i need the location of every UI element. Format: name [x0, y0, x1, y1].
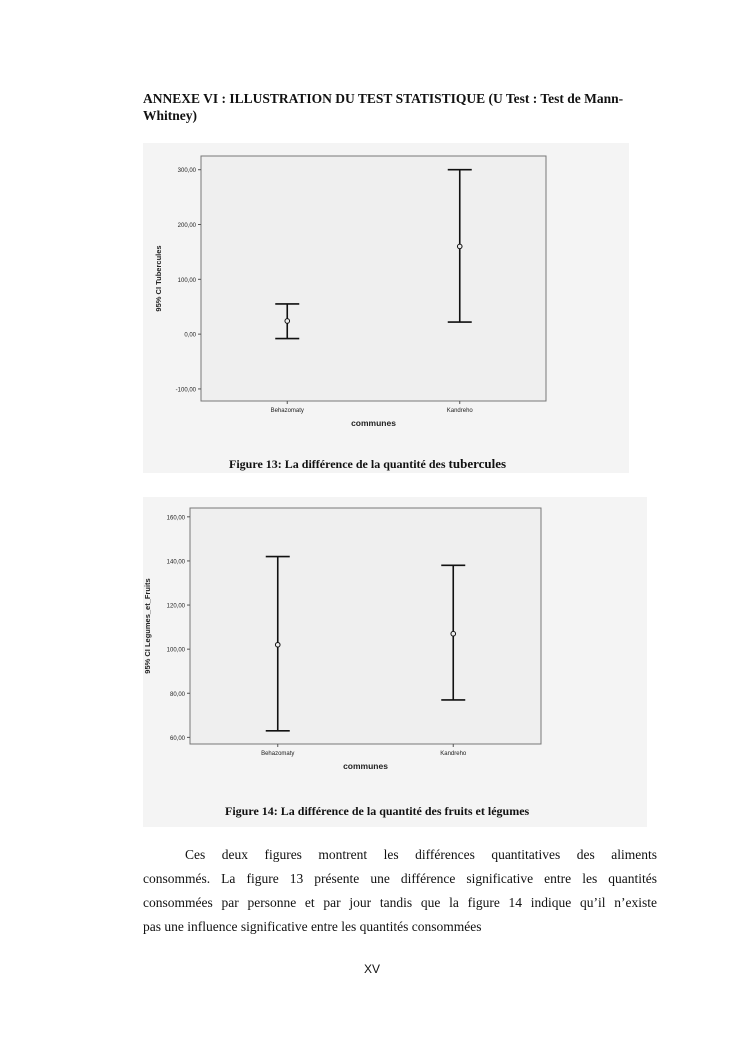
y-tick-label: 300,00: [177, 168, 196, 175]
annex-heading: ANNEXE VI : ILLUSTRATION DU TEST STATISTIQUE (U Test : Test de Mann-Whitney): [143, 91, 624, 123]
y-tick-label: 0,00: [184, 332, 196, 339]
y-tick-label: 200,00: [177, 223, 196, 230]
x-tick-label: Kandreho: [440, 751, 467, 757]
figure-13-caption-main: Figure 13: La différence de la quantité des: [229, 457, 449, 471]
y-tick-label: -100,00: [175, 387, 196, 394]
figure-13-caption: [229, 456, 506, 472]
mean-point: [275, 642, 280, 647]
x-axis-label: communes: [343, 761, 388, 771]
x-axis-label: communes: [351, 418, 396, 428]
y-tick-label: 60,00: [169, 735, 185, 742]
paragraph-line-4: pas une influence significative entre les quantités consommées: [143, 919, 482, 934]
x-tick-label: Behazomaty: [270, 408, 304, 414]
y-tick-label: 120,00: [166, 603, 185, 610]
mean-point: [457, 244, 462, 249]
y-tick-label: 100,00: [177, 277, 196, 284]
figure-13: [143, 143, 629, 473]
paragraph-line-3: consommées par personne et par jour tandis que la figure 14 indique qu’il n’existe: [143, 895, 657, 910]
mean-point: [285, 319, 290, 324]
y-tick-label: 80,00: [169, 691, 185, 698]
y-tick-label: 100,00: [166, 647, 185, 654]
tubercules-ci-chart: [143, 143, 629, 453]
legumes-fruits-ci-chart: [143, 497, 647, 782]
paragraph-line-1: [143, 843, 657, 867]
figure-14-caption: Figure 14: La différence de la quantité des fruits et légumes: [225, 804, 530, 818]
y-tick-label: 160,00: [166, 515, 185, 522]
page-number: XV: [363, 962, 380, 976]
paragraph-line-2: consommés. La figure 13 présente une différence significative entre les quantités: [143, 871, 657, 886]
mean-point: [451, 631, 456, 636]
paragraph-line-1-text: Ces deux figures montrent les différences quantitatives des aliments: [185, 847, 657, 862]
y-tick-label: 140,00: [166, 559, 185, 566]
y-axis-label: 95% CI Tubercules: [154, 245, 163, 312]
figure-13-caption-tail: tubercules: [448, 456, 507, 471]
plot-area: [201, 156, 546, 401]
x-tick-label: Behazomaty: [261, 751, 295, 757]
x-tick-label: Kandreho: [446, 408, 473, 414]
y-axis-label: 95% CI Legumes_et_Fruits: [143, 578, 152, 674]
plot-area: [190, 508, 541, 744]
body-paragraph: [143, 843, 657, 939]
figure-14: [143, 497, 647, 827]
